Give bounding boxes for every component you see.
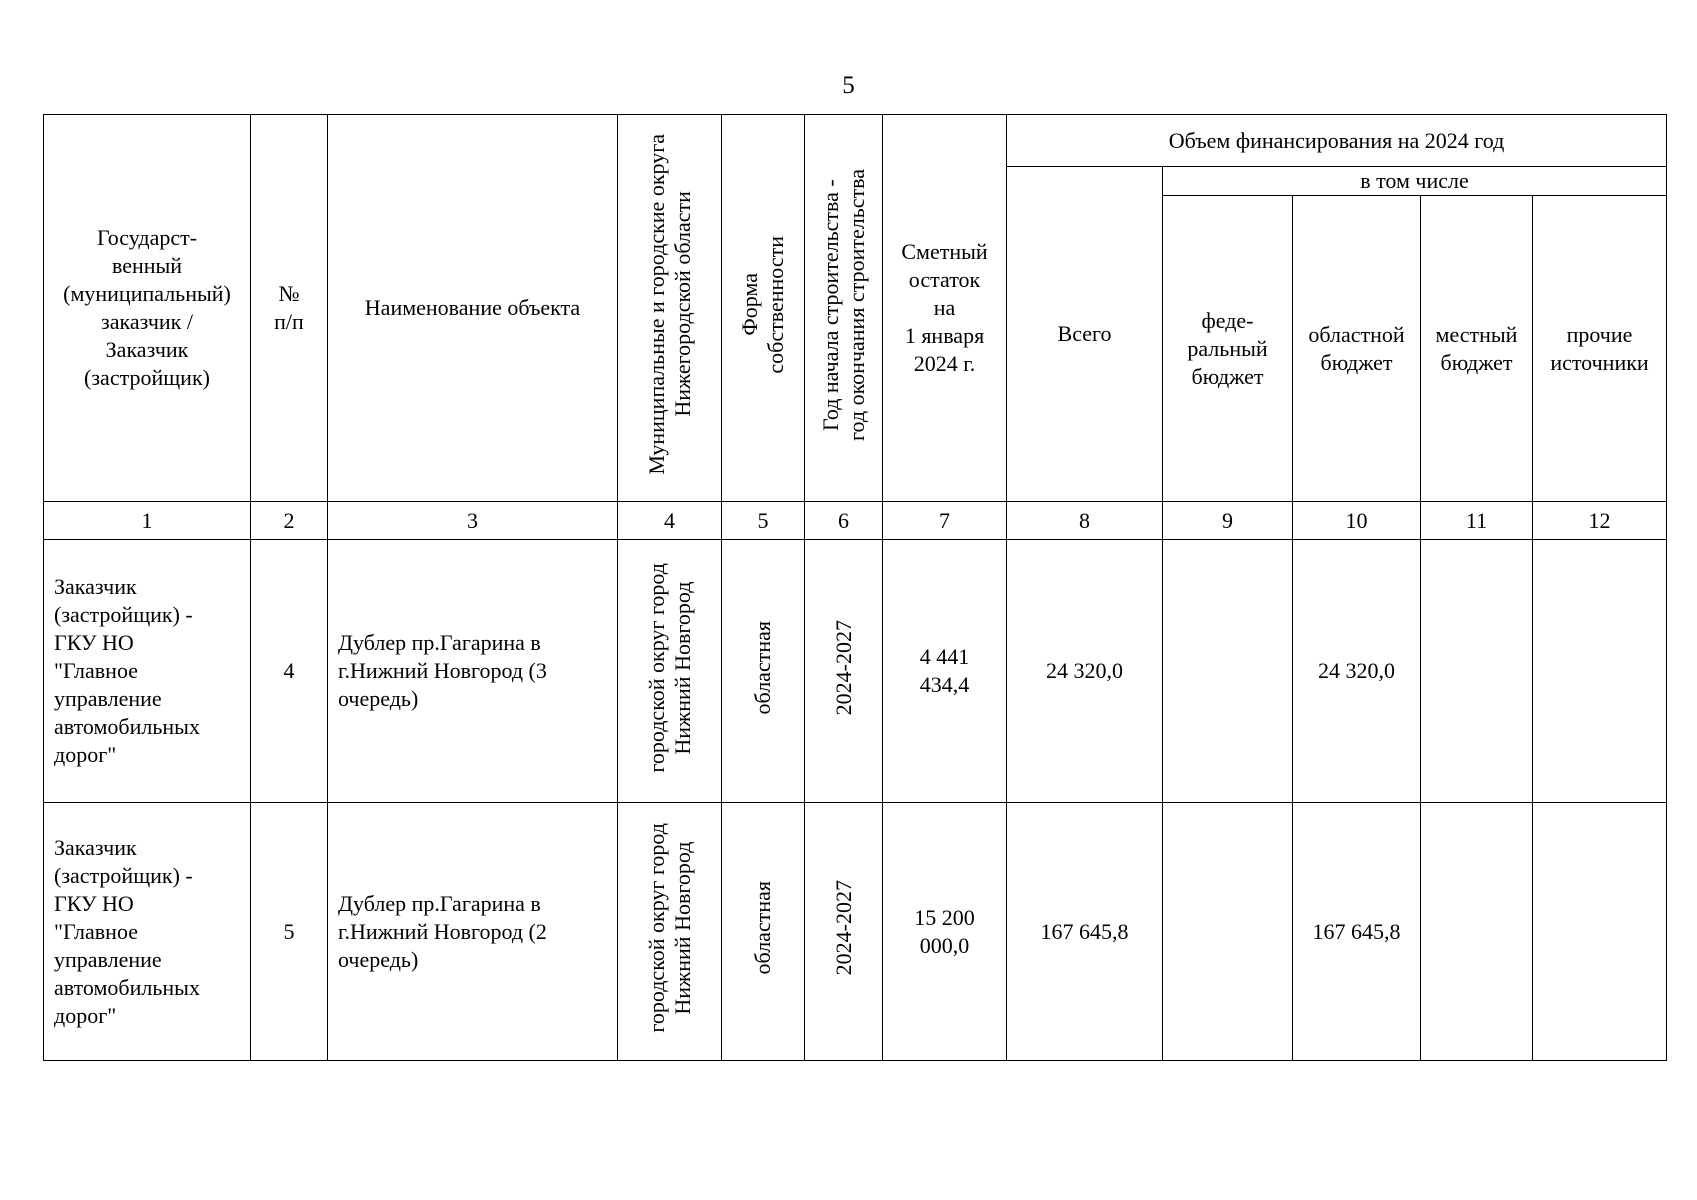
header-ownership: Форма собственности xyxy=(722,115,805,502)
column-number: 12 xyxy=(1533,502,1667,540)
cell-total: 24 320,0 xyxy=(1007,540,1163,803)
header-estimate: Сметный остаток на 1 января 2024 г. xyxy=(883,115,1007,502)
cell-municipality: городской округ город Нижний Новгород xyxy=(618,540,722,803)
column-numbers-row xyxy=(44,502,1667,540)
cell-years: 2024-2027 xyxy=(805,540,883,803)
column-number: 5 xyxy=(722,502,805,540)
column-number: 9 xyxy=(1163,502,1293,540)
header-customer: Государст- венный (муниципальный) заказчик / Заказчик (застройщик) xyxy=(44,115,251,502)
column-number: 8 xyxy=(1007,502,1163,540)
cell-customer: Заказчик (застройщик) - ГКУ НО "Главное управление автомобильных дорог" xyxy=(44,540,251,803)
cell-other xyxy=(1533,540,1667,803)
cell-regional: 24 320,0 xyxy=(1293,540,1421,803)
cell-years: 2024-2027 xyxy=(805,803,883,1061)
column-number: 7 xyxy=(883,502,1007,540)
cell-municipality: городской округ город Нижний Новгород xyxy=(618,803,722,1061)
column-number: 10 xyxy=(1293,502,1421,540)
header-local: местный бюджет xyxy=(1421,196,1533,502)
cell-local xyxy=(1421,540,1533,803)
cell-ownership: областная xyxy=(722,803,805,1061)
cell-federal xyxy=(1163,540,1293,803)
column-number: 2 xyxy=(251,502,328,540)
header-years: Год начала строительства - год окончания строительства xyxy=(805,115,883,502)
header-federal: феде- ральный бюджет xyxy=(1163,196,1293,502)
header-total: Всего xyxy=(1007,167,1163,502)
cell-ownership: областная xyxy=(722,540,805,803)
cell-customer: Заказчик (застройщик) - ГКУ НО "Главное управление автомобильных дорог" xyxy=(44,803,251,1061)
page-number: 5 xyxy=(842,72,855,99)
cell-num: 5 xyxy=(251,803,328,1061)
cell-estimate: 15 200 000,0 xyxy=(883,803,1007,1061)
column-number: 4 xyxy=(618,502,722,540)
header-num: № п/п xyxy=(251,115,328,502)
header-including: в том числе xyxy=(1163,167,1667,196)
table-row xyxy=(44,803,1667,1061)
header-municipality: Муниципальные и городские округа Нижегородской области xyxy=(618,115,722,502)
financing-table xyxy=(43,114,1667,1061)
cell-num: 4 xyxy=(251,540,328,803)
cell-object-name: Дублер пр.Гагарина в г.Нижний Новгород (2 очередь) xyxy=(328,803,618,1061)
column-number: 1 xyxy=(44,502,251,540)
cell-object-name: Дублер пр.Гагарина в г.Нижний Новгород (3 очередь) xyxy=(328,540,618,803)
header-regional: областной бюджет xyxy=(1293,196,1421,502)
table-row xyxy=(44,540,1667,803)
column-number: 6 xyxy=(805,502,883,540)
cell-other xyxy=(1533,803,1667,1061)
header-object-name: Наименование объекта xyxy=(328,115,618,502)
cell-regional: 167 645,8 xyxy=(1293,803,1421,1061)
cell-local xyxy=(1421,803,1533,1061)
cell-federal xyxy=(1163,803,1293,1061)
header-other: прочие источники xyxy=(1533,196,1667,502)
column-number: 3 xyxy=(328,502,618,540)
header-funding: Объем финансирования на 2024 год xyxy=(1007,115,1667,167)
column-number: 11 xyxy=(1421,502,1533,540)
cell-total: 167 645,8 xyxy=(1007,803,1163,1061)
cell-estimate: 4 441 434,4 xyxy=(883,540,1007,803)
